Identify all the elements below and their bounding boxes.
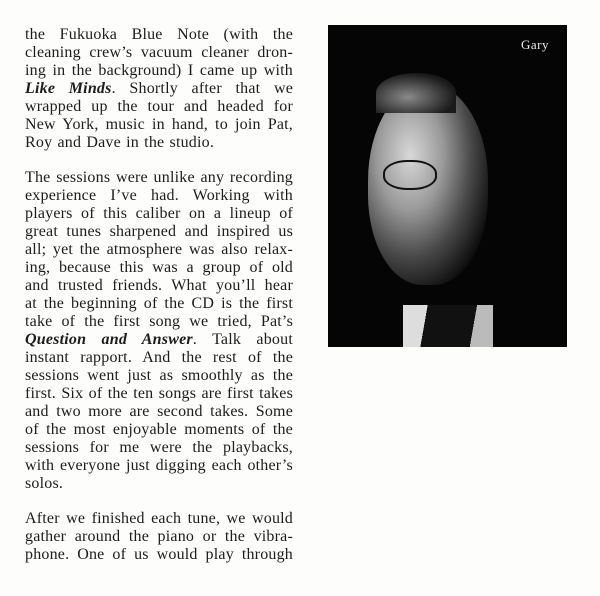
text-segment: ing, because this was a group of old bbox=[25, 259, 293, 276]
text-segment: wrapped up the tour and headed for bbox=[25, 98, 293, 115]
text-segment: solos. bbox=[25, 475, 64, 492]
text-segment: After we finished each tune, we would bbox=[25, 510, 293, 527]
text-line bbox=[25, 80, 293, 98]
text-segment: ing in the background) I came up with bbox=[25, 62, 293, 79]
text-segment: The sessions were unlike any recording bbox=[25, 169, 293, 186]
text-line bbox=[25, 510, 293, 528]
text-line bbox=[25, 169, 293, 187]
text-line bbox=[25, 26, 293, 44]
text-line bbox=[25, 134, 293, 152]
text-segment: at the beginning of the CD is the first bbox=[25, 295, 293, 312]
song-title: Question and Answer bbox=[25, 331, 193, 348]
portrait-collar bbox=[403, 305, 493, 347]
text-line bbox=[25, 277, 293, 295]
text-segment: Roy and Dave in the studio. bbox=[25, 134, 215, 151]
text-segment: great tunes sharpened and inspired us bbox=[25, 223, 293, 240]
paragraph bbox=[25, 169, 293, 493]
paragraph-gap bbox=[25, 152, 293, 169]
text-segment: instant rapport. And the rest of the bbox=[25, 349, 293, 366]
text-segment: with everyone just digging each other’s bbox=[25, 457, 293, 474]
text-line bbox=[25, 546, 293, 564]
text-segment: take of the first song we tried, Pat’s bbox=[25, 313, 293, 330]
text-segment: cleaning crew’s vacuum cleaner dron- bbox=[25, 44, 293, 61]
text-segment: New York, music in hand, to join Pat, bbox=[25, 116, 293, 133]
text-line bbox=[25, 259, 293, 277]
text-line bbox=[25, 421, 293, 439]
text-line bbox=[25, 205, 293, 223]
text-line bbox=[25, 385, 293, 403]
text-segment: . Shortly after that we bbox=[111, 80, 293, 97]
text-line bbox=[25, 187, 293, 205]
text-line bbox=[25, 116, 293, 134]
text-segment: of the most enjoyable moments of the bbox=[25, 421, 293, 438]
text-segment: players of this caliber on a lineup of bbox=[25, 205, 293, 222]
text-segment: sessions went just as smoothly as the bbox=[25, 367, 293, 384]
text-line bbox=[25, 367, 293, 385]
portrait-photo bbox=[328, 25, 567, 347]
text-line bbox=[25, 475, 293, 493]
text-segment: and two more are second takes. Some bbox=[25, 403, 293, 420]
text-line bbox=[25, 331, 293, 349]
paragraph bbox=[25, 510, 293, 564]
paragraph-gap bbox=[25, 493, 293, 510]
photo-caption: Gary bbox=[521, 37, 549, 52]
text-line bbox=[25, 295, 293, 313]
text-segment: the Fukuoka Blue Note (with the bbox=[25, 26, 293, 43]
text-segment: phone. One of us would play through bbox=[25, 546, 293, 563]
text-segment: sessions for me were the playbacks, bbox=[25, 439, 293, 456]
text-segment: gather around the piano or the vibra- bbox=[25, 528, 293, 545]
text-line bbox=[25, 44, 293, 62]
text-line bbox=[25, 528, 293, 546]
song-title: Like Minds bbox=[25, 80, 112, 97]
text-line bbox=[25, 241, 293, 259]
portrait-glasses bbox=[383, 160, 437, 190]
text-segment: experience I’ve had. Working with bbox=[25, 187, 293, 204]
text-line bbox=[25, 439, 293, 457]
text-segment: all; yet the atmosphere was also relax- bbox=[25, 241, 293, 258]
body-text bbox=[25, 26, 293, 564]
text-segment: first. Six of the ten songs are first takes bbox=[25, 385, 293, 402]
paragraph bbox=[25, 26, 293, 152]
text-line bbox=[25, 313, 293, 331]
text-line bbox=[25, 403, 293, 421]
text-line bbox=[25, 98, 293, 116]
text-line bbox=[25, 349, 293, 367]
portrait-hair bbox=[376, 73, 456, 113]
text-line bbox=[25, 223, 293, 241]
text-line bbox=[25, 457, 293, 475]
text-line bbox=[25, 62, 293, 80]
text-segment: . Talk about bbox=[192, 331, 293, 348]
text-segment: and trusted friends. What you’ll hear bbox=[25, 277, 293, 294]
